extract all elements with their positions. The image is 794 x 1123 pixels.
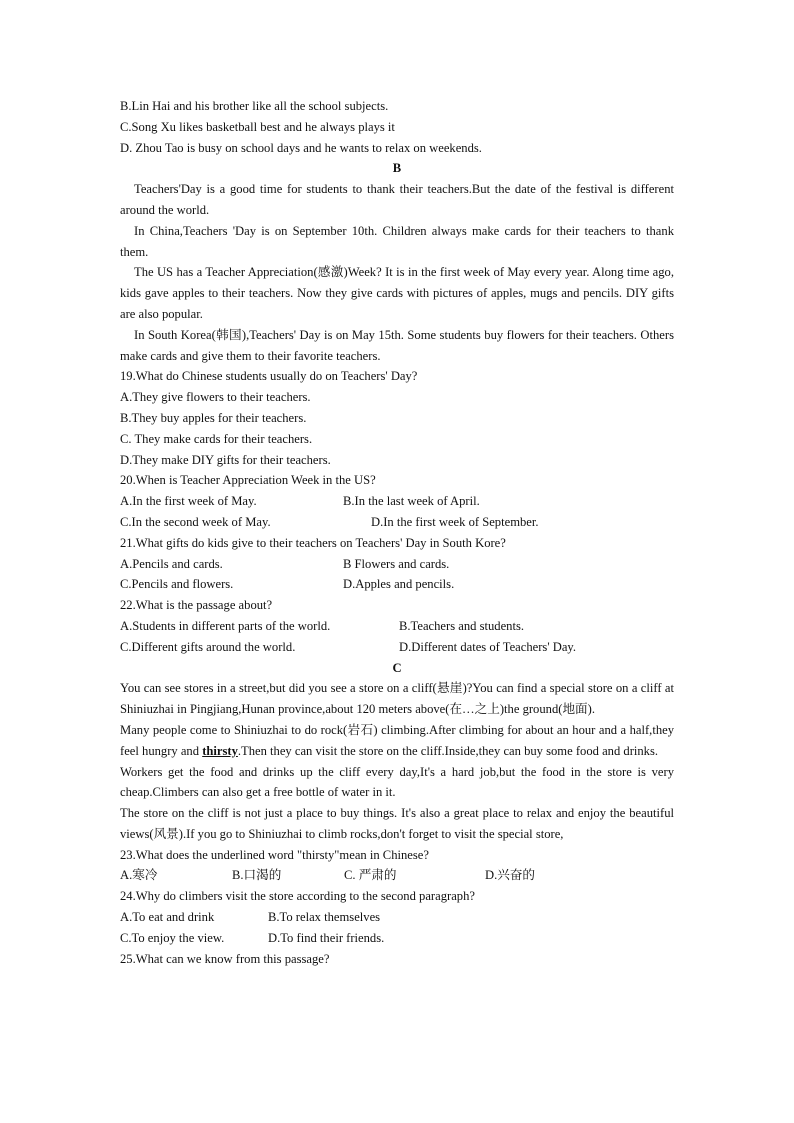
q19-option: B.They buy apples for their teachers. [120, 410, 307, 425]
option-d: D. Zhou Tao is busy on school days and he wants to relax on weekends. [120, 140, 482, 155]
q19-option: C. They make cards for their teachers. [120, 431, 313, 446]
q22-options-row [120, 637, 674, 658]
q21-option: C.Pencils and flowers. [120, 577, 234, 592]
section-heading-c: C [392, 660, 402, 675]
question-23: 23.What does the underlined word "thirsty"mean in Chinese? [120, 847, 429, 862]
exam-page [120, 96, 687, 969]
passage-b-paragraph: In China,Teachers 'Day is on September 10th. Children always make cards for their teachers to thank them. [120, 223, 674, 259]
q23-options-row [120, 865, 674, 886]
question-21: 21.What gifts do kids give to their teachers on Teachers' Day in South Kore? [120, 535, 506, 550]
q21-option: A.Pencils and cards. [120, 556, 223, 571]
underlined-word: thirsty [202, 743, 238, 758]
passage-c-paragraph: You can see stores in a street,but did you see a store on a cliff(悬崖)?You can find a special store on a cliff at Shiniuzhai in Pingjiang,Hunan province,about 120 meters above(在…之上)the ground(地面). [120, 681, 674, 717]
q22-option: B.Teachers and students. [399, 618, 525, 633]
q23-option: A.寒冷 [120, 868, 158, 883]
q20-option: C.In the second week of May. [120, 514, 271, 529]
q20-options-row [120, 491, 674, 512]
paragraph-text: Many people come to Shiniuzhai to do rock(岩石) climbing.After climbing for about an hour and a half,they feel hungry and [120, 722, 674, 758]
q24-options-row [120, 907, 674, 928]
q20-option: B.In the last week of April. [343, 494, 480, 509]
q21-options-row [120, 554, 674, 575]
question-24: 24.Why do climbers visit the store according to the second paragraph? [120, 889, 475, 904]
q24-option: B.To relax themselves [268, 910, 381, 925]
q20-options-row [120, 512, 674, 533]
q23-option: C. 严肃的 [344, 868, 397, 883]
passage-b-paragraph: Teachers'Day is a good time for students to thank their teachers.But the date of the festival is different around the world. [120, 182, 674, 217]
q21-option: B Flowers and cards. [343, 556, 450, 571]
q19-option: D.They make DIY gifts for their teachers. [120, 452, 331, 467]
question-22: 22.What is the passage about? [120, 598, 273, 613]
question-20: 20.When is Teacher Appreciation Week in the US? [120, 473, 376, 488]
q23-option: B.口渴的 [232, 868, 282, 883]
part-a-options-tail [120, 96, 674, 158]
q21-options-row [120, 574, 674, 595]
q21-option: D.Apples and pencils. [343, 577, 455, 592]
q24-option: C.To enjoy the view. [120, 930, 225, 945]
question-19: 19.What do Chinese students usually do on Teachers' Day? [120, 369, 418, 384]
passage-b-paragraph: In South Korea(韩国),Teachers' Day is on May 15th. Some students buy flowers for their teachers. Others make cards and give them to their favorite teachers. [120, 327, 674, 363]
q20-option: A.In the first week of May. [120, 494, 257, 509]
q24-option: A.To eat and drink [120, 910, 215, 925]
option-b: B.Lin Hai and his brother like all the school subjects. [120, 99, 389, 113]
q22-option: C.Different gifts around the world. [120, 639, 296, 654]
q22-options-row [120, 616, 674, 637]
passage-c-paragraph: The store on the cliff is not just a place to buy things. It's also a great place to relax and enjoy the beautiful views(风景).If you go to Shiniuzhai to climb rocks,don't forget to visit the special store, [120, 806, 674, 841]
question-25: 25.What can we know from this passage? [120, 951, 330, 966]
passage-c-paragraph: Workers get the food and drinks up the cliff every day,It's a hard job,but the food in the store is very cheap.Climbers can also get a free bottle of water in it. [120, 764, 674, 800]
q20-option: D.In the first week of September. [371, 514, 539, 529]
q23-option: D.兴奋的 [485, 868, 536, 883]
q22-option: D.Different dates of Teachers' Day. [399, 639, 577, 654]
paragraph-text: .Then they can visit the store on the cliff.Inside,they can buy some food and drinks. [237, 743, 659, 758]
q22-option: A.Students in different parts of the world. [120, 618, 331, 633]
option-c: C.Song Xu likes basketball best and he always plays it [120, 119, 395, 134]
q19-option: A.They give flowers to their teachers. [120, 390, 311, 405]
section-heading-b: B [392, 161, 402, 176]
passage-b-paragraph: The US has a Teacher Appreciation(感激)Week? It is in the first week of May every year. Along time ago, kids gave apples to their teachers. Now they give cards with pictures of apples, mugs and pencils. DIY gifts are also popular. [120, 265, 687, 321]
passage-c-paragraph [120, 720, 674, 762]
q24-options-row [120, 928, 674, 949]
q24-option: D.To find their friends. [268, 930, 385, 945]
